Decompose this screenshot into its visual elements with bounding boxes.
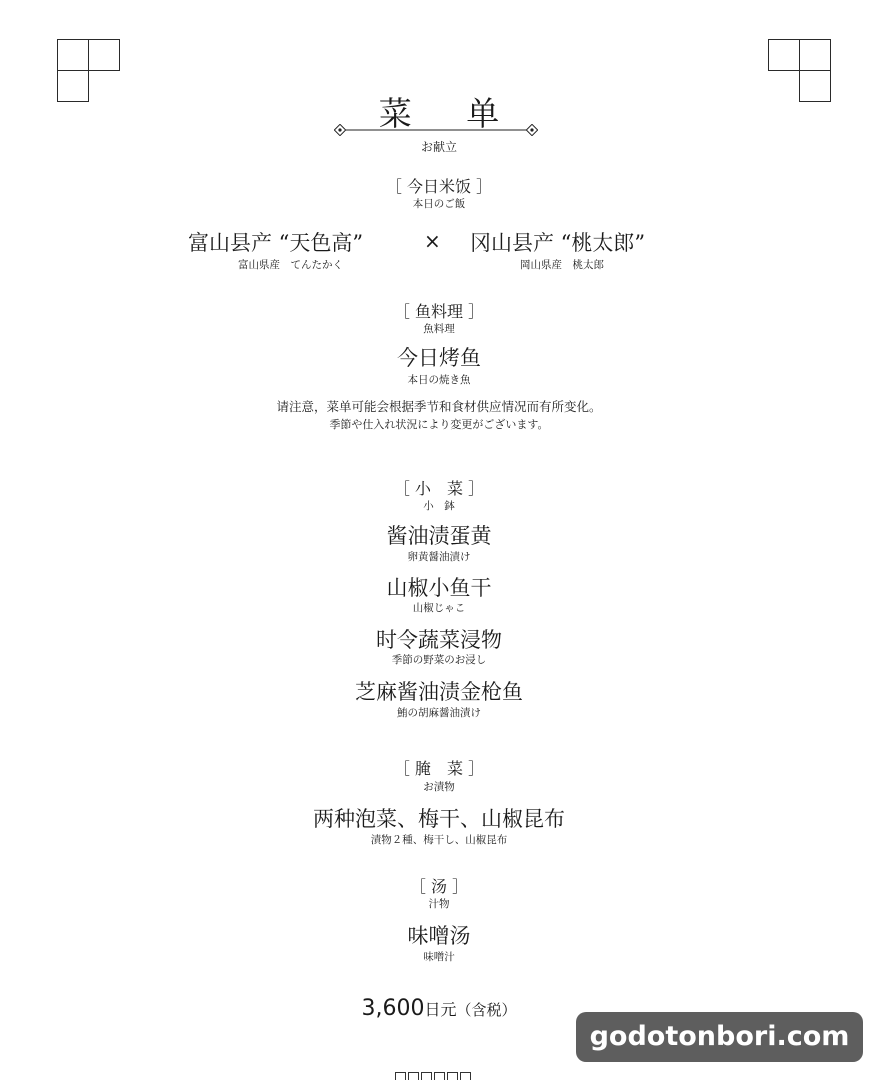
- dish-sub: 季節の野菜のお浸し: [391, 654, 487, 666]
- dish-name: 味噌汤: [407, 924, 471, 948]
- dish-sub: 卵黄醤油漬け: [407, 551, 471, 563]
- page-subtitle: お献立: [420, 140, 457, 154]
- dish-sub: 味噌汁: [423, 951, 455, 963]
- dish-name: 酱油渍蛋黄: [386, 524, 492, 548]
- dish-name: 今日烤鱼: [397, 346, 481, 370]
- dish-sub: 漬物２種、梅干し、山椒昆布: [370, 834, 508, 846]
- watermark: godotonbori.com: [576, 1012, 863, 1062]
- notice-subtext: 季節や仕入れ状況により変更がございます。: [329, 418, 549, 431]
- rice-right-sub: 岡山県産 桃太郎: [520, 259, 604, 271]
- rice-right-name: 冈山县产 “桃太郎”: [470, 231, 646, 255]
- section-subheading-pickles: お漬物: [423, 781, 455, 793]
- title-divider: [334, 124, 538, 136]
- dish-sub: 鮪の胡麻醤油漬け: [397, 707, 481, 719]
- section-heading-soup: ［ 汤 ］: [409, 877, 469, 896]
- footer-logo-cutoff: [395, 1072, 479, 1080]
- dish-name: 时令蔬菜浸物: [376, 628, 502, 652]
- section-subheading-rice: 本日のご飯: [412, 198, 466, 210]
- dish-name: 山椒小鱼干: [386, 576, 492, 600]
- section-subheading-fish: 魚料理: [423, 323, 455, 335]
- price-unit: 日元: [424, 1000, 457, 1019]
- section-heading-small-dishes: ［ 小 菜 ］: [393, 479, 485, 498]
- rice-left-name: 富山县产 “天色高”: [188, 231, 364, 255]
- dish-name: 芝麻酱油渍金枪鱼: [355, 680, 523, 704]
- dish-sub: 山椒じゃこ: [412, 602, 466, 614]
- rice-separator: ×: [424, 229, 441, 253]
- price-amount: 3,600: [361, 996, 425, 1021]
- rice-row: [0, 227, 878, 277]
- dish-name: 两种泡菜、梅干、山椒昆布: [313, 807, 565, 831]
- section-subheading-soup: 汁物: [428, 898, 450, 910]
- section-heading-pickles: ［ 腌 菜 ］: [393, 759, 485, 778]
- section-heading-fish: ［ 鱼料理 ］: [393, 302, 485, 321]
- section-heading-rice: ［ 今日米饭 ］: [385, 177, 493, 196]
- dish-sub: 本日の焼き魚: [407, 374, 471, 386]
- section-subheading-small-dishes: 小 鉢: [423, 500, 455, 512]
- price-tax-note: （含税）: [456, 1001, 517, 1019]
- page-title: 菜 单: [378, 94, 522, 133]
- notice-text: 请注意，菜单可能会根据季节和食材供应情况而有所变化。: [276, 399, 602, 414]
- rice-left-sub: 富山県産 てんたかく: [238, 259, 343, 271]
